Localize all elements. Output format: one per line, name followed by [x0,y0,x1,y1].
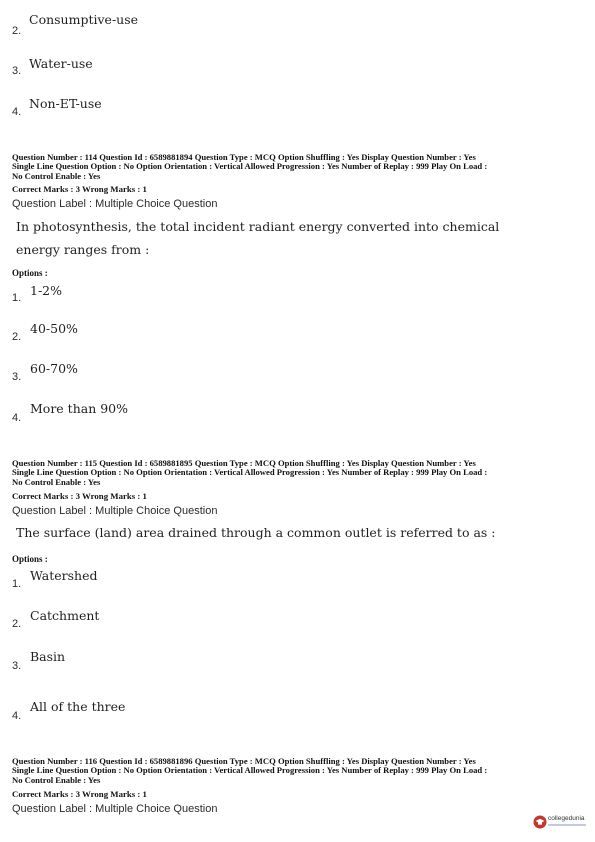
metadata-line: Single Line Question Option : No Option Orientation : Vertical Allowed Progression : Yes Number of Replay : 999 Play On Load : [12,765,488,776]
option-text: Watershed [30,568,98,583]
metadata-line: No Control Enable : Yes [12,170,101,181]
option-text: More than 90% [30,401,129,416]
options-heading: Options : [12,268,48,278]
option-text: 1-2% [30,283,63,298]
option-number: 1. [12,292,22,304]
options-heading: Options : [12,554,48,564]
option-number: 1. [12,578,22,590]
option-text: Catchment [30,608,100,623]
metadata-line: Question Number : 116 Question Id : 6589881896 Question Type : MCQ Option Shuffling : Yes Display Question Number : Yes [12,756,476,766]
graduation-cap-icon [533,815,547,829]
option-number: 2. [12,25,22,37]
option-text: All of the three [30,699,126,714]
option-number: 4. [12,106,22,118]
marks-info: Correct Marks : 3 Wrong Marks : 1 [12,491,147,501]
question-text-line: energy ranges from : [16,242,150,257]
logo-tagline-bar [548,824,586,826]
option-number: 3. [12,660,22,672]
metadata-line: Question Number : 114 Question Id : 6589881894 Question Type : MCQ Option Shuffling : Yes Display Question Number : Yes [12,152,476,162]
question-text-line: In photosynthesis, the total incident radiant energy converted into chemical [16,219,500,234]
metadata-line: No Control Enable : Yes [12,774,101,785]
question-metadata [12,459,584,487]
question-label: Question Label : Multiple Choice Question [12,803,218,815]
question-text-line: The surface (land) area drained through a common outlet is referred to as : [16,525,496,540]
question-metadata [12,153,584,181]
collegedunia-logo [533,813,589,833]
question-metadata [12,757,584,785]
question-text [16,215,576,261]
metadata-line: Question Number : 115 Question Id : 6589881895 Question Type : MCQ Option Shuffling : Yes Display Question Number : Yes [12,458,476,468]
marks-info: Correct Marks : 3 Wrong Marks : 1 [12,789,147,799]
option-number: 3. [12,65,22,77]
option-text: Consumptive-use [29,12,139,27]
metadata-line: Single Line Question Option : No Option Orientation : Vertical Allowed Progression : Yes Number of Replay : 999 Play On Load : [12,161,488,172]
option-text: Basin [30,649,66,664]
option-number: 4. [12,710,22,722]
question-text [16,521,576,544]
question-label: Question Label : Multiple Choice Question [12,505,218,517]
option-text: 60-70% [30,361,78,376]
marks-info: Correct Marks : 3 Wrong Marks : 1 [12,184,147,194]
option-text: 40-50% [30,321,78,336]
option-number: 2. [12,331,22,343]
question-label: Question Label : Multiple Choice Question [12,198,218,210]
option-number: 3. [12,371,22,383]
option-text: Water-use [29,56,93,71]
logo-wordmark: collegedunia [548,815,585,822]
option-text: Non-ET-use [29,96,102,111]
metadata-line: No Control Enable : Yes [12,476,101,487]
option-number: 4. [12,412,22,424]
metadata-line: Single Line Question Option : No Option Orientation : Vertical Allowed Progression : Yes Number of Replay : 999 Play On Load : [12,467,488,478]
option-number: 2. [12,618,22,630]
